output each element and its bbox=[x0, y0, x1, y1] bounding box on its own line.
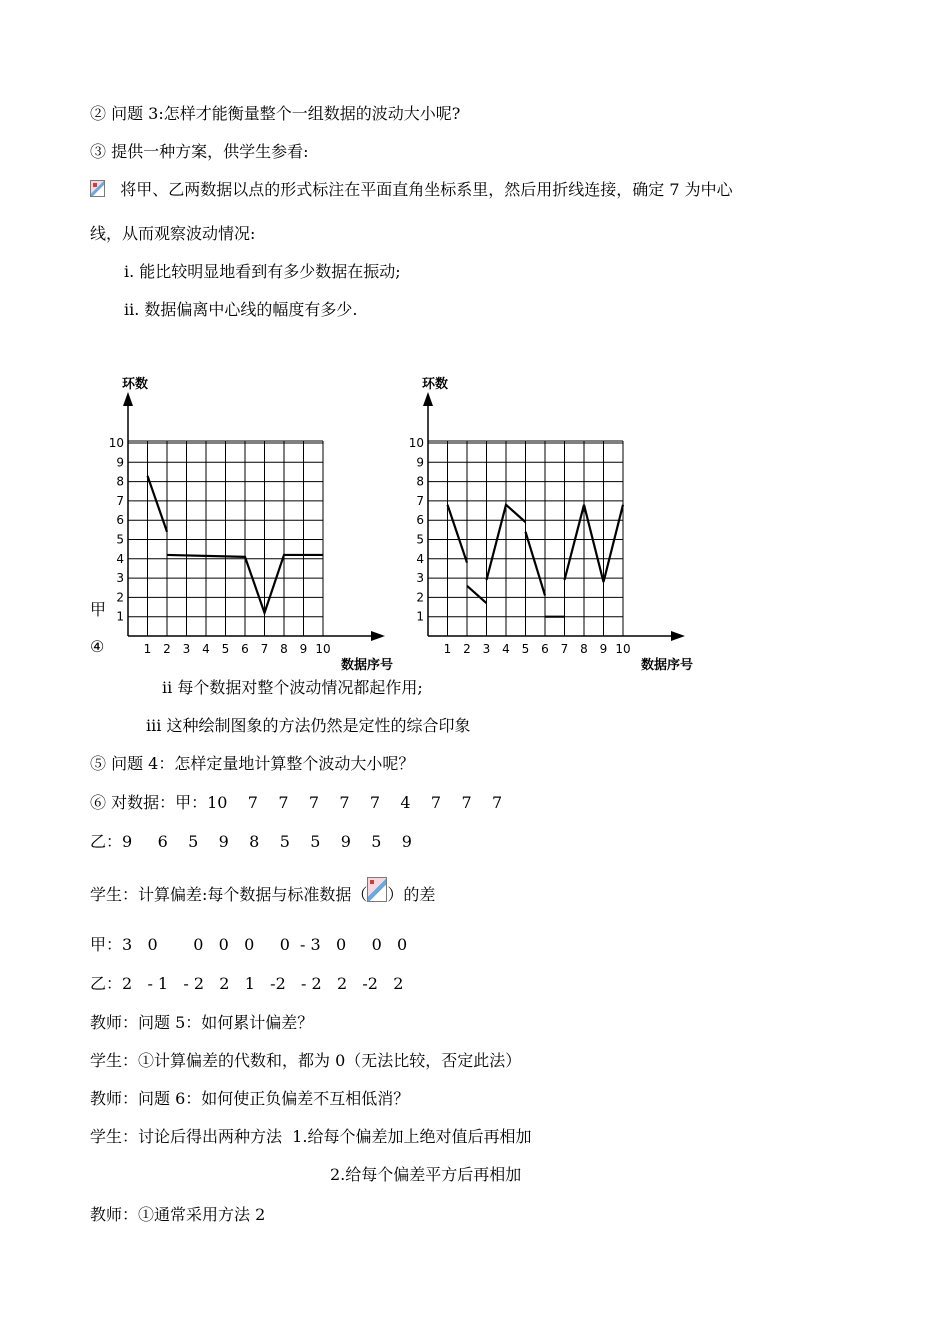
y-tick-label: 1 bbox=[116, 609, 124, 624]
text-line-1: ② 问题 3:怎样才能衡量整个一组数据的波动大小呢? bbox=[90, 104, 461, 123]
side-label-jia: 甲 bbox=[90, 600, 107, 619]
text-line-17: 教师：问题 6：如何使正负偏差不互相低消？ bbox=[90, 1089, 410, 1108]
text-line-7: ⅱ 每个数据对整个波动情况都起作用; bbox=[162, 678, 423, 697]
y-axis-title: 环数 bbox=[122, 377, 149, 392]
text-line-3-content: 将甲、乙两数据以点的形式标注在平面直角坐标系里，然后用折线连接，确定 7 为中心 bbox=[120, 180, 733, 199]
y-tick-label: 9 bbox=[116, 455, 124, 470]
x-tick-label: 3 bbox=[482, 642, 491, 656]
y-axis-arrow bbox=[123, 392, 133, 406]
side-label-4: ④ bbox=[90, 637, 105, 656]
data-line-segment bbox=[565, 505, 624, 582]
x-tick-label: 10 bbox=[615, 642, 631, 656]
x-tick-label: 5 bbox=[221, 642, 230, 656]
y-tick-label: 5 bbox=[416, 532, 424, 547]
x-tick-label: 10 bbox=[315, 642, 331, 656]
x-tick-label: 9 bbox=[299, 642, 308, 656]
text-line-20: 教师：①通常采用方法 2 bbox=[90, 1205, 266, 1224]
chart-jia-svg bbox=[100, 370, 400, 680]
y-tick-label: 8 bbox=[416, 474, 424, 489]
text-line-12a: 学生：计算偏差:每个数据与标准数据（ bbox=[90, 885, 368, 904]
x-tick-label: 4 bbox=[502, 642, 510, 656]
text-line-14: 乙：2 - 1 - 2 2 1 -2 - 2 2 -2 2 bbox=[90, 974, 404, 993]
text-line-2: ③ 提供一种方案，供学生参看: bbox=[90, 142, 309, 161]
text-line-19: 2.给每个偏差平方后再相加 bbox=[330, 1165, 522, 1184]
text-line-6: ⅱ. 数据偏离中心线的幅度有多少. bbox=[124, 300, 358, 319]
y-tick-label: 8 bbox=[116, 474, 124, 489]
y-tick-label: 5 bbox=[116, 532, 124, 547]
x-tick-label: 3 bbox=[182, 642, 191, 656]
x-tick-label: 9 bbox=[599, 642, 608, 656]
x-tick-label: 7 bbox=[560, 642, 569, 656]
text-line-12 bbox=[90, 877, 435, 905]
y-tick-label: 2 bbox=[116, 590, 124, 605]
text-line-13: 甲：3 0 0 0 0 0 - 3 0 0 0 bbox=[90, 935, 408, 954]
data-line-segment bbox=[467, 586, 487, 603]
x-tick-label: 5 bbox=[521, 642, 530, 656]
data-line-segment bbox=[526, 532, 546, 596]
text-line-9: ⑤ 问题 4：怎样定量地计算整个波动大小呢？ bbox=[90, 754, 415, 773]
text-line-10: ⑥ 对数据：甲：10 7 7 7 7 7 4 7 7 7 bbox=[90, 793, 503, 812]
x-tick-label: 2 bbox=[163, 642, 171, 656]
y-axis-arrow bbox=[423, 392, 433, 406]
x-tick-label: 6 bbox=[541, 642, 549, 656]
x-axis-arrow bbox=[671, 631, 685, 641]
chart-jia bbox=[100, 370, 400, 680]
text-line-8: ⅲ 这种绘制图象的方法仍然是定性的综合印象 bbox=[146, 716, 471, 735]
x-tick-label: 1 bbox=[443, 642, 452, 656]
x-tick-label: 2 bbox=[463, 642, 471, 656]
x-tick-label: 8 bbox=[580, 642, 588, 656]
x-tick-label: 6 bbox=[241, 642, 249, 656]
y-tick-label: 4 bbox=[416, 551, 424, 566]
text-line-4: 线，从而观察波动情况: bbox=[90, 224, 256, 243]
x-tick-label: 7 bbox=[260, 642, 269, 656]
y-tick-label: 1 bbox=[416, 609, 424, 624]
y-axis-title: 环数 bbox=[422, 377, 449, 392]
y-tick-label: 6 bbox=[416, 513, 424, 528]
chart-yi-svg bbox=[400, 370, 720, 680]
y-tick-label: 7 bbox=[416, 493, 424, 508]
y-tick-label: 4 bbox=[116, 551, 124, 566]
standard-data-image-icon bbox=[367, 877, 387, 902]
data-line-segment bbox=[148, 476, 168, 532]
text-line-5: ⅰ. 能比较明显地看到有多少数据在振动; bbox=[124, 262, 401, 281]
y-tick-label: 3 bbox=[416, 571, 424, 586]
text-line-3 bbox=[90, 180, 733, 200]
y-tick-label: 7 bbox=[116, 493, 124, 508]
text-line-18: 学生：讨论后得出两种方法 1.给每个偏差加上绝对值后再相加 bbox=[90, 1127, 532, 1146]
y-tick-label: 6 bbox=[116, 513, 124, 528]
text-line-11: 乙：9 6 5 9 8 5 5 9 5 9 bbox=[90, 832, 412, 851]
y-tick-label: 2 bbox=[416, 590, 424, 605]
x-axis-title: 数据序号 bbox=[641, 658, 694, 673]
text-line-16: 学生：①计算偏差的代数和，都为 0（无法比较，否定此法） bbox=[90, 1051, 522, 1070]
x-axis-title: 数据序号 bbox=[341, 658, 394, 673]
text-line-12b: ）的差 bbox=[387, 885, 436, 904]
image-placeholder-icon bbox=[90, 180, 105, 197]
x-axis-arrow bbox=[371, 631, 385, 641]
x-tick-label: 4 bbox=[202, 642, 210, 656]
x-tick-label: 8 bbox=[280, 642, 288, 656]
y-tick-label: 10 bbox=[408, 436, 424, 450]
y-tick-label: 9 bbox=[416, 455, 424, 470]
x-tick-label: 1 bbox=[143, 642, 152, 656]
chart-yi bbox=[400, 370, 720, 680]
text-line-15: 教师：问题 5：如何累计偏差？ bbox=[90, 1013, 314, 1032]
y-tick-label: 3 bbox=[116, 571, 124, 586]
data-line-segment bbox=[448, 505, 468, 563]
y-tick-label: 10 bbox=[108, 436, 124, 450]
